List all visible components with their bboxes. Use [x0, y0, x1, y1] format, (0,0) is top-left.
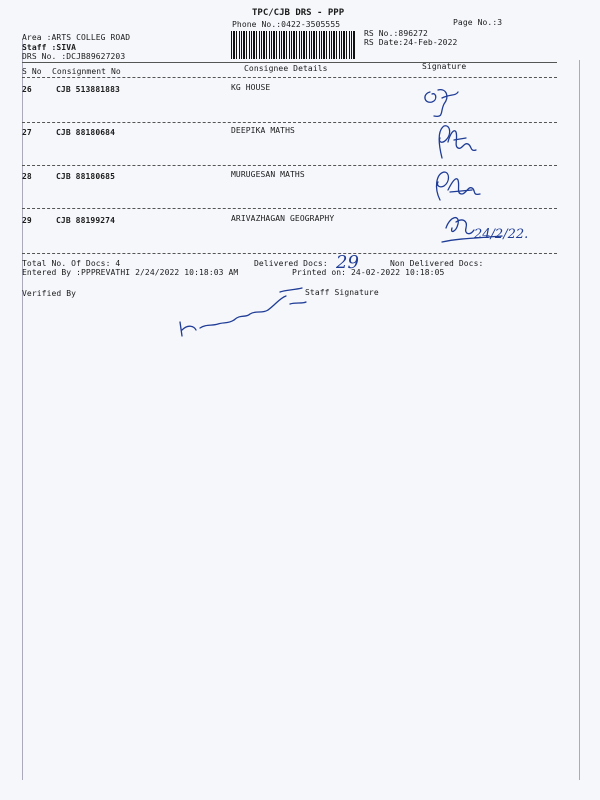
staff-signature-label: Staff Signature	[305, 288, 379, 297]
col-sno: S No	[22, 67, 42, 76]
row-divider	[22, 165, 557, 166]
signature-date: 24/2/22.	[474, 227, 529, 242]
drs-number: DRS No. :DCJB89627203	[22, 52, 126, 61]
signature-row-28	[428, 168, 488, 206]
document-title: TPC/CJB DRS - PPP	[252, 8, 345, 18]
row-consignee: KG HOUSE	[231, 83, 271, 92]
signature-row-29	[440, 208, 540, 252]
row-sno: 28	[22, 172, 32, 181]
page-number: Page No.:3	[453, 18, 503, 27]
phone-number: Phone No.:0422-3505555	[232, 20, 341, 29]
verifier-signature	[172, 284, 322, 344]
verified-by-label: Verified By	[22, 289, 77, 298]
left-margin-line	[22, 40, 23, 780]
staff-field: Staff :SIVA	[22, 43, 77, 52]
printed-on: Printed on: 24-02-2022 10:18:05	[292, 268, 445, 277]
non-delivered-docs-label: Non Delivered Docs:	[390, 259, 484, 268]
row-consignment: CJB 88180685	[56, 172, 115, 181]
row-consignment: CJB 88180684	[56, 128, 115, 137]
row-consignee: ARIVAZHAGAN GEOGRAPHY	[231, 214, 335, 223]
barcode	[231, 31, 356, 59]
row-consignment: CJB 88199274	[56, 216, 115, 225]
area-field: Area :ARTS COLLEG ROAD	[22, 33, 131, 42]
row-sno: 26	[22, 85, 32, 94]
row-consignment: CJB 513881883	[56, 85, 120, 94]
signature-row-26	[420, 84, 470, 122]
delivered-count: 29	[336, 252, 359, 273]
row-sno: 27	[22, 128, 32, 137]
col-signature: Signature	[422, 62, 467, 71]
row-consignee: DEEPIKA MATHS	[231, 126, 295, 135]
delivered-docs-label: Delivered Docs:	[254, 259, 328, 268]
rs-date: RS Date:24-Feb-2022	[364, 38, 458, 47]
header-rule-top	[22, 62, 557, 63]
row-sno: 29	[22, 216, 32, 225]
total-docs: Total No. Of Docs: 4	[22, 259, 121, 268]
header-rule-bottom	[22, 77, 557, 78]
col-consignment: Consignment No	[52, 67, 121, 76]
col-consignee: Consignee Details	[244, 64, 328, 73]
right-margin-line	[579, 60, 580, 780]
table-bottom-rule	[22, 253, 557, 254]
rs-number: RS No.:896272	[364, 29, 428, 38]
row-consignee: MURUGESAN MATHS	[231, 170, 305, 179]
signature-row-27	[428, 122, 488, 162]
entered-by: Entered By :PPPREVATHI 2/24/2022 10:18:03 AM	[22, 268, 239, 277]
